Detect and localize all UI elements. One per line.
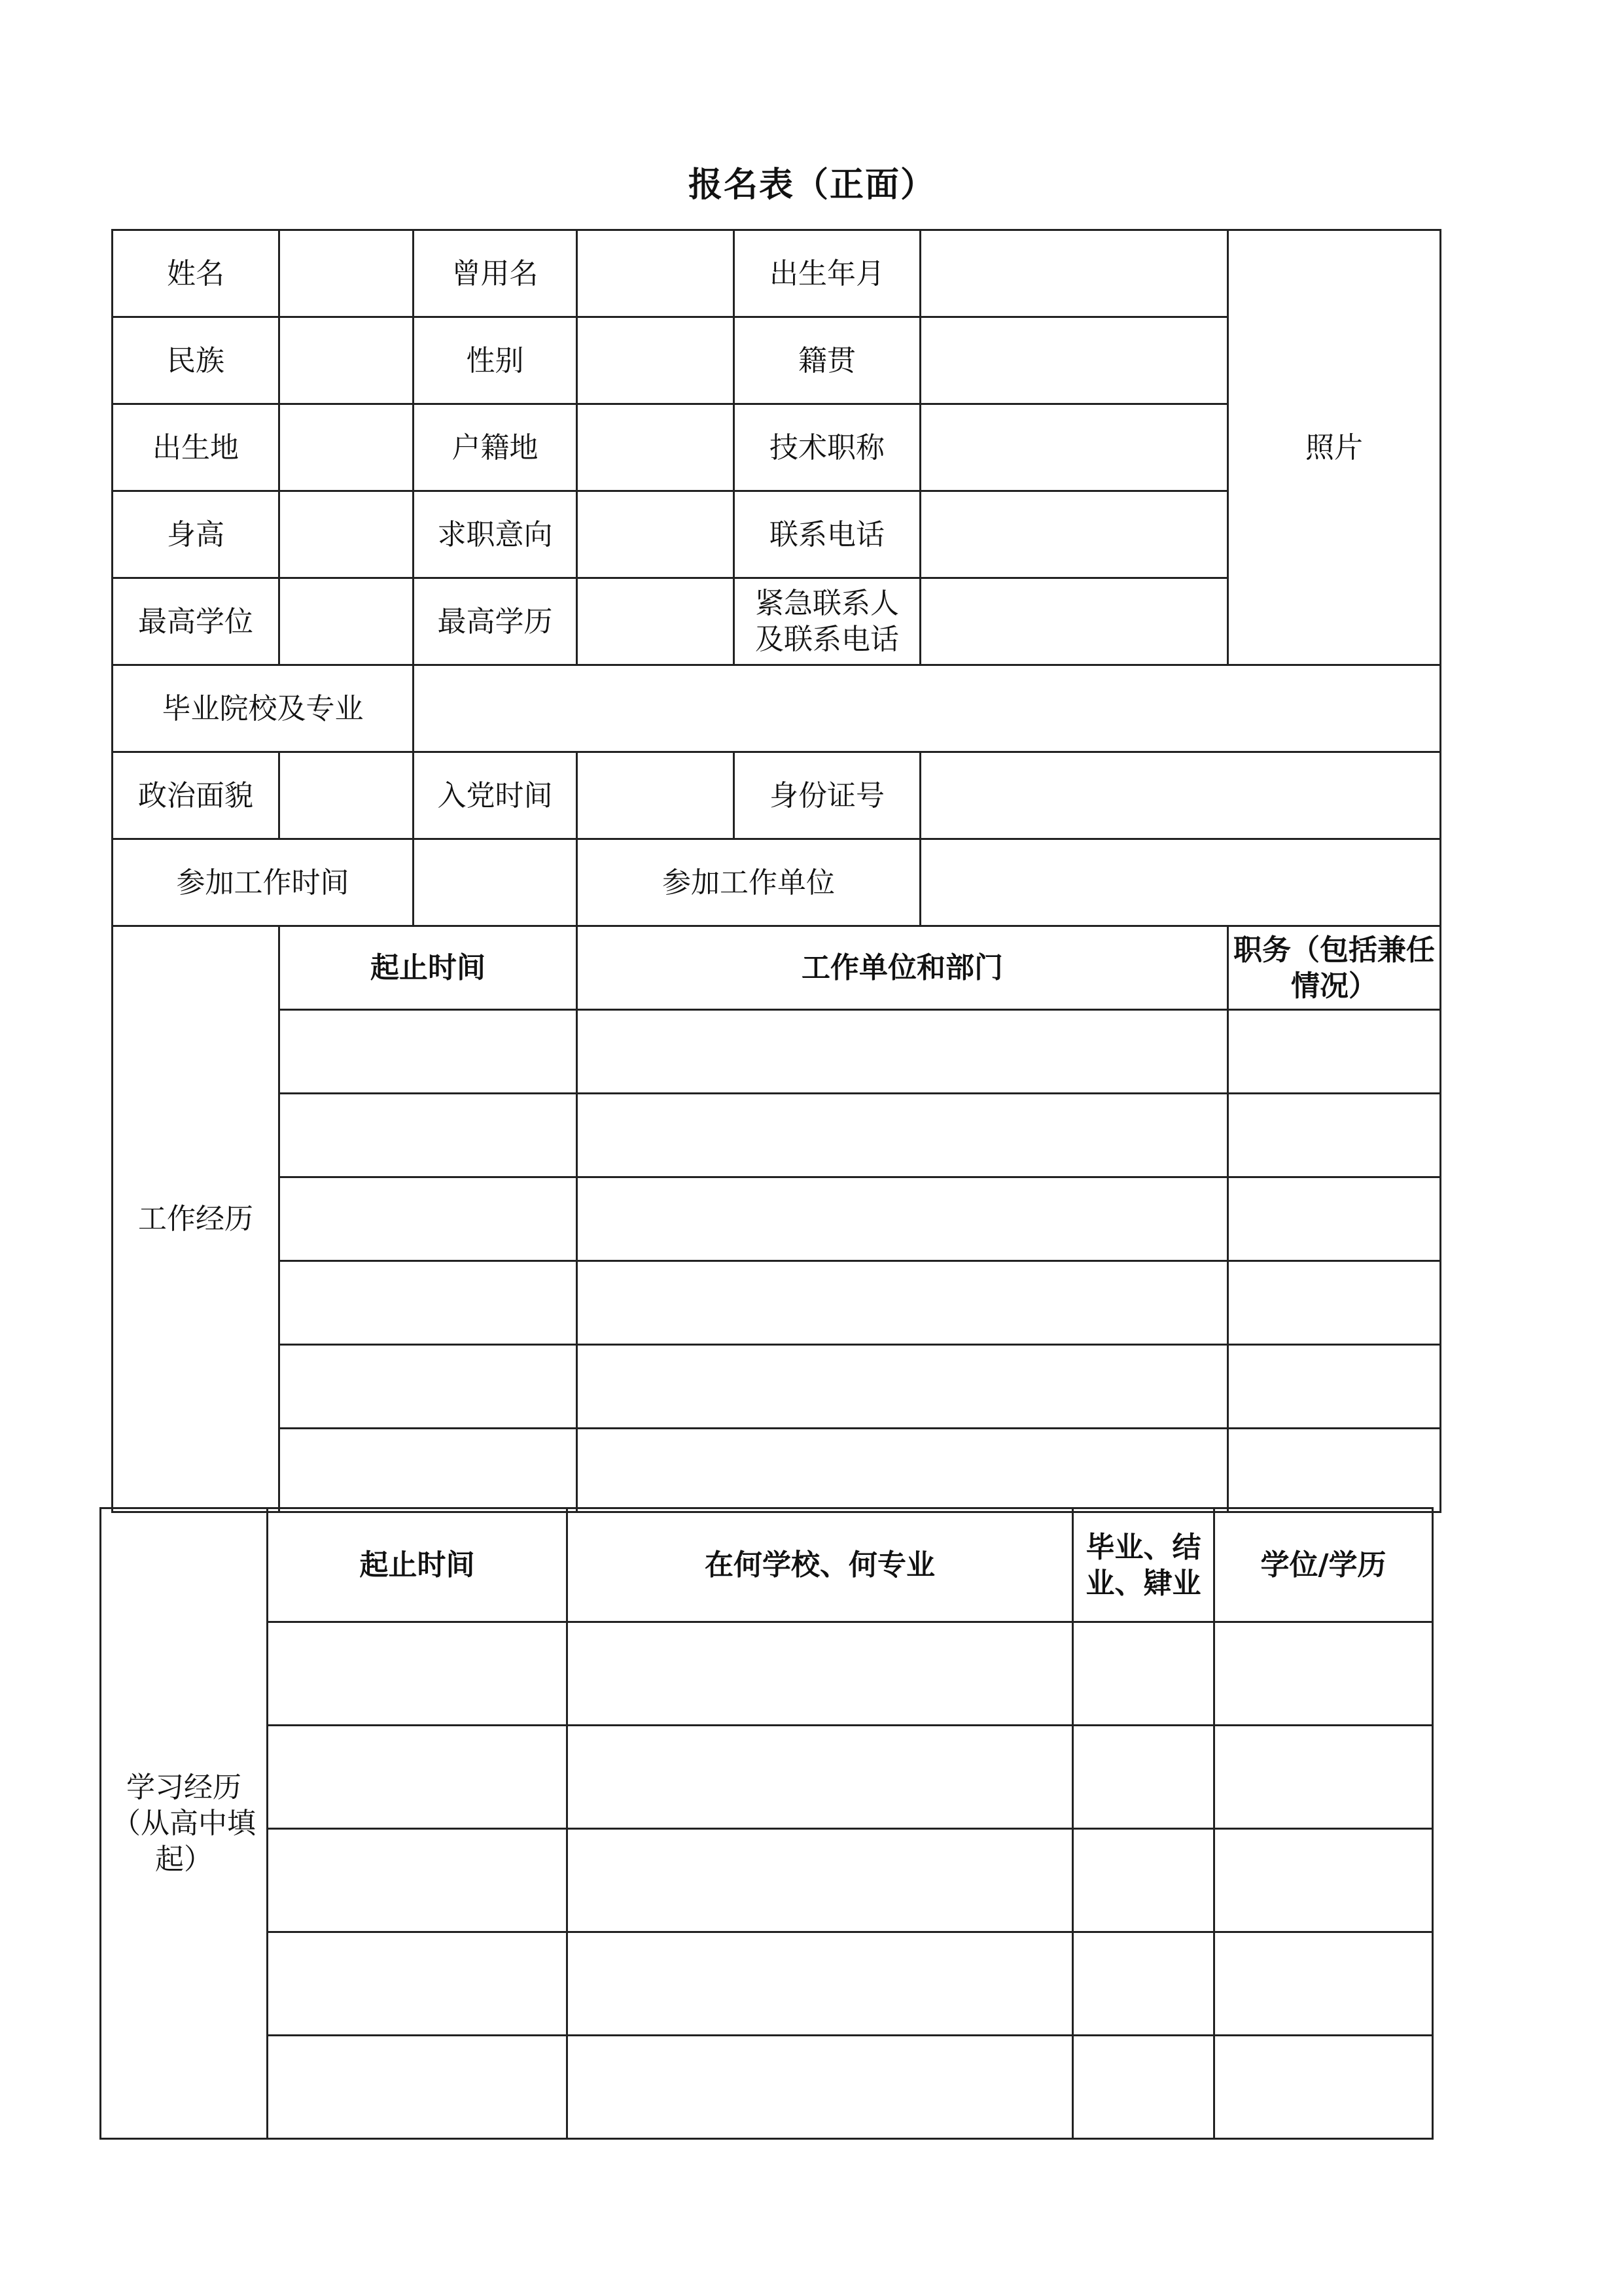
work-position-cell[interactable]: [1228, 1094, 1441, 1177]
birth-label: 出生年月: [734, 230, 921, 317]
work-row: [113, 1429, 1441, 1512]
work-position-cell[interactable]: [1228, 1010, 1441, 1094]
study-experience-table: [99, 1507, 1434, 2140]
work-unit-cell[interactable]: [577, 1345, 1228, 1429]
political-field[interactable]: [279, 752, 414, 839]
work-row: [113, 1094, 1441, 1177]
study-row: [101, 1829, 1433, 1932]
tech-title-label: 技术职称: [734, 404, 921, 491]
work-unit-dept-header: 工作单位和部门: [577, 926, 1228, 1010]
native-place-label: 籍贯: [734, 317, 921, 404]
job-intent-label: 求职意向: [414, 491, 577, 578]
work-unit-field[interactable]: [921, 839, 1441, 926]
study-status-cell[interactable]: [1073, 1932, 1214, 2036]
study-status-cell[interactable]: [1073, 2036, 1214, 2139]
study-row: [101, 1932, 1433, 2036]
study-school-cell[interactable]: [567, 1726, 1073, 1829]
work-unit-cell[interactable]: [577, 1429, 1228, 1512]
study-school-header: 在何学校、何专业: [567, 1508, 1073, 1622]
study-experience-label: [101, 1508, 268, 2139]
study-status-header: [1073, 1508, 1214, 1622]
study-degree-cell[interactable]: [1214, 1622, 1433, 1726]
work-period-cell[interactable]: [279, 1094, 577, 1177]
study-row: [101, 1622, 1433, 1726]
former-name-field[interactable]: [577, 230, 734, 317]
work-position-cell[interactable]: [1228, 1345, 1441, 1429]
id-number-label: 身份证号: [734, 752, 921, 839]
party-date-label: 入党时间: [414, 752, 577, 839]
study-degree-cell[interactable]: [1214, 1726, 1433, 1829]
study-row: [101, 1726, 1433, 1829]
phone-label: 联系电话: [734, 491, 921, 578]
former-name-label: 曾用名: [414, 230, 577, 317]
study-period-cell[interactable]: [268, 1726, 567, 1829]
emergency-contact-line1: 紧急联系人: [755, 587, 899, 620]
phone-field[interactable]: [921, 491, 1228, 578]
study-period-cell[interactable]: [268, 1622, 567, 1726]
native-place-field[interactable]: [921, 317, 1228, 404]
work-unit-label: 参加工作单位: [577, 839, 921, 926]
work-position-cell[interactable]: [1228, 1261, 1441, 1345]
birth-field[interactable]: [921, 230, 1228, 317]
name-label: 姓名: [113, 230, 279, 317]
study-school-cell[interactable]: [567, 1622, 1073, 1726]
birthplace-label: 出生地: [113, 404, 279, 491]
study-school-cell[interactable]: [567, 2036, 1073, 2139]
gender-field[interactable]: [577, 317, 734, 404]
study-period-cell[interactable]: [268, 1829, 567, 1932]
household-field[interactable]: [577, 404, 734, 491]
study-school-cell[interactable]: [567, 1932, 1073, 2036]
work-position-cell[interactable]: [1228, 1177, 1441, 1261]
education-field[interactable]: [577, 578, 734, 665]
work-period-cell[interactable]: [279, 1010, 577, 1094]
degree-label: 最高学位: [113, 578, 279, 665]
work-row: [113, 1261, 1441, 1345]
study-status-cell[interactable]: [1073, 1622, 1214, 1726]
study-status-line2: 业、肄业: [1086, 1566, 1201, 1600]
work-row: [113, 1177, 1441, 1261]
emergency-contact-line2: 及联系电话: [755, 623, 899, 656]
emergency-contact-label: [734, 578, 921, 665]
work-period-cell[interactable]: [279, 1261, 577, 1345]
study-period-cell[interactable]: [268, 1932, 567, 2036]
work-period-cell[interactable]: [279, 1177, 577, 1261]
work-unit-cell[interactable]: [577, 1094, 1228, 1177]
emergency-contact-field[interactable]: [921, 578, 1228, 665]
party-date-field[interactable]: [577, 752, 734, 839]
political-label: 政治面貌: [113, 752, 279, 839]
basic-info-table: [111, 229, 1441, 1513]
education-label: 最高学历: [414, 578, 577, 665]
photo-cell[interactable]: [1228, 230, 1441, 665]
work-unit-cell[interactable]: [577, 1010, 1228, 1094]
study-status-cell[interactable]: [1073, 1726, 1214, 1829]
work-period-cell[interactable]: [279, 1345, 577, 1429]
work-start-field[interactable]: [414, 839, 577, 926]
study-degree-cell[interactable]: [1214, 1932, 1433, 2036]
study-period-header: 起止时间: [268, 1508, 567, 1622]
study-period-cell[interactable]: [268, 2036, 567, 2139]
work-period-cell[interactable]: [279, 1429, 577, 1512]
ethnicity-field[interactable]: [279, 317, 414, 404]
study-label-line2: （从高中填: [112, 1807, 256, 1840]
study-row: [101, 2036, 1433, 2139]
id-number-field[interactable]: [921, 752, 1441, 839]
work-row: [113, 1010, 1441, 1094]
school-major-label: 毕业院校及专业: [113, 665, 414, 752]
school-major-field[interactable]: [414, 665, 1441, 752]
work-position-header: 职务（包括兼任情况）: [1228, 926, 1441, 1010]
study-status-line1: 毕业、结: [1086, 1530, 1201, 1564]
household-label: 户籍地: [414, 404, 577, 491]
tech-title-field[interactable]: [921, 404, 1228, 491]
birthplace-field[interactable]: [279, 404, 414, 491]
photo-label: 照片: [1305, 430, 1363, 464]
work-period-header: 起止时间: [279, 926, 577, 1010]
study-status-cell[interactable]: [1073, 1829, 1214, 1932]
work-position-cell[interactable]: [1228, 1429, 1441, 1512]
job-intent-field[interactable]: [577, 491, 734, 578]
study-degree-header: 学位/学历: [1214, 1508, 1433, 1622]
study-label-line1: 学习经历: [126, 1771, 241, 1804]
work-start-label: 参加工作时间: [113, 839, 414, 926]
work-unit-cell[interactable]: [577, 1261, 1228, 1345]
work-unit-cell[interactable]: [577, 1177, 1228, 1261]
work-experience-label: 工作经历: [113, 926, 279, 1512]
study-school-cell[interactable]: [567, 1829, 1073, 1932]
ethnicity-label: 民族: [113, 317, 279, 404]
study-label-line3: 起）: [155, 1843, 213, 1876]
name-field[interactable]: [279, 230, 414, 317]
study-degree-cell[interactable]: [1214, 1829, 1433, 1932]
height-field[interactable]: [279, 491, 414, 578]
work-row: [113, 1345, 1441, 1429]
gender-label: 性别: [414, 317, 577, 404]
study-degree-cell[interactable]: [1214, 2036, 1433, 2139]
degree-field[interactable]: [279, 578, 414, 665]
height-label: 身高: [113, 491, 279, 578]
form-title: 报名表（正面）: [688, 165, 936, 205]
